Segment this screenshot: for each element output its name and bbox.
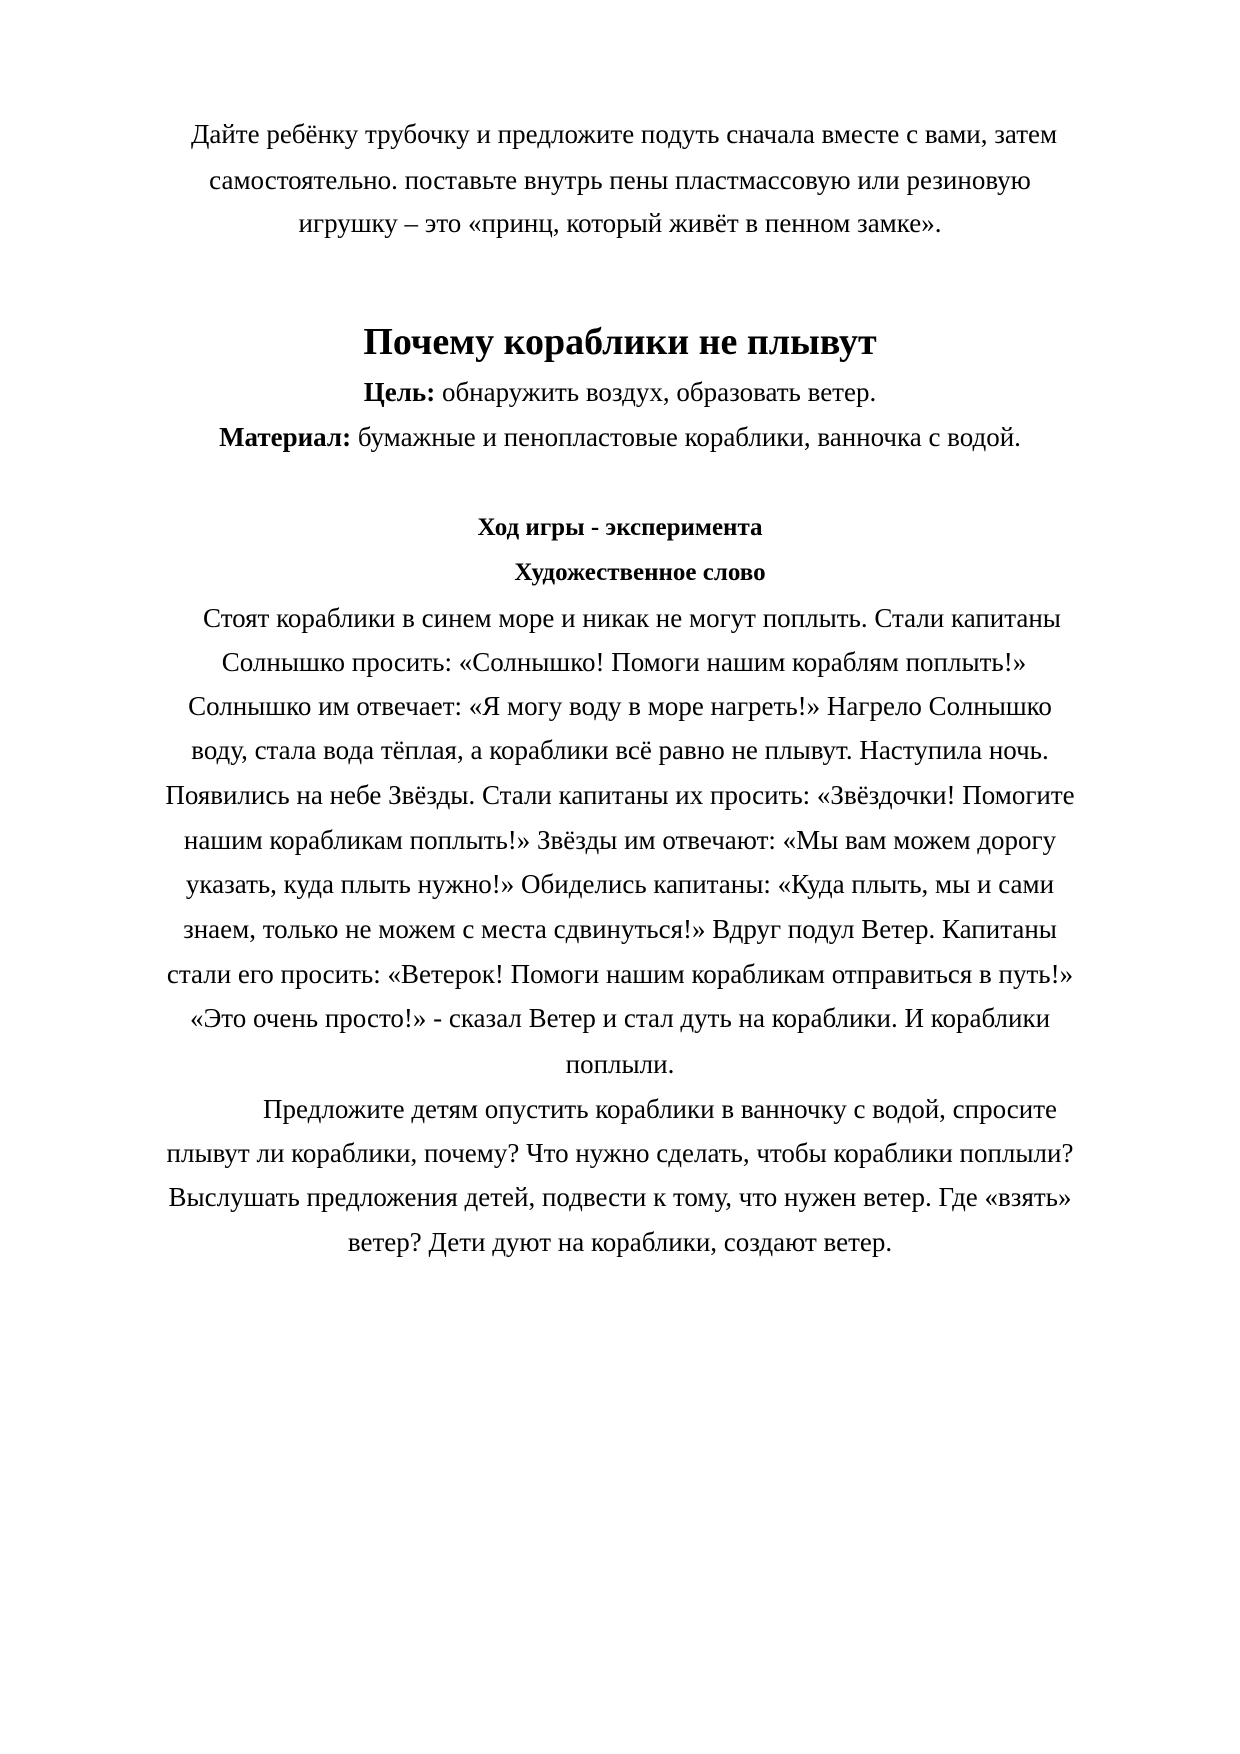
story-line-10: «Это очень просто!» - сказал Ветер и стал дуть на кораблики. И кораблики	[189, 1003, 1051, 1033]
story-line-7: указать, куда плыть нужно!» Обиделись капитаны: «Куда плыть, мы и сами	[185, 869, 1055, 899]
goal-line	[0, 376, 1240, 408]
intro-line-3: игрушку – это «принц, который живёт в пенном замке».	[298, 208, 942, 238]
page-title: Почему кораблики не плывут	[363, 321, 877, 363]
story-line-5: Появились на небе Звёзды. Стали капитаны их просить: «Звёздочки! Помогите	[165, 780, 1075, 810]
instructions-line-1: Предложите детям опустить кораблики в ванночку с водой, спросите	[263, 1094, 1057, 1124]
story-line-8: знаем, только не можем с места сдвинуться!» Вдруг подул Ветер. Капитаны	[183, 914, 1057, 944]
story-line-4: воду, стала вода тёплая, а кораблики всё равно не плывут. Наступила ночь.	[191, 735, 1049, 765]
instructions-line-4: ветер? Дети дуют на кораблики, создают ветер.	[347, 1227, 893, 1257]
story-line-3: Солнышко им отвечает: «Я могу воду в море нагреть!» Нагрело Солнышко	[188, 691, 1052, 721]
material-label: Материал:	[219, 422, 352, 452]
instructions-line-3: Выслушать предложения детей, подвести к тому, что нужен ветер. Где «взять»	[168, 1182, 1072, 1212]
goal-text: обнаружить воздух, образовать ветер.	[435, 377, 877, 407]
material-line	[0, 421, 1240, 453]
story-line-11: поплыли.	[565, 1049, 675, 1079]
instructions-line-2: плывут ли кораблики, почему? Что нужно сделать, чтобы кораблики поплыли?	[166, 1138, 1074, 1168]
intro-line-1: Дайте ребёнку трубочку и предложите подуть сначала вместе с вами, затем	[190, 119, 1058, 149]
section-heading: Ход игры - эксперимента	[477, 514, 763, 541]
story-line-2: Солнышко просить: «Солнышко! Помоги нашим кораблям поплыть!»	[221, 647, 1027, 677]
goal-label: Цель:	[363, 377, 436, 407]
subsection-heading: Художественное слово	[514, 559, 766, 586]
intro-line-2: самостоятельно. поставьте внутрь пены пластмассовую или резиновую	[209, 165, 1031, 195]
story-line-6: нашим корабликам поплыть!» Звёзды им отвечают: «Мы вам можем дорогу	[183, 825, 1057, 855]
story-line-9: стали его просить: «Ветерок! Помоги нашим корабликам отправиться в путь!»	[166, 959, 1074, 989]
material-text: бумажные и пенопластовые кораблики, ванночка с водой.	[351, 422, 1021, 452]
story-line-1: Стоят кораблики в синем море и никак не могут поплыть. Стали капитаны	[203, 603, 1061, 633]
